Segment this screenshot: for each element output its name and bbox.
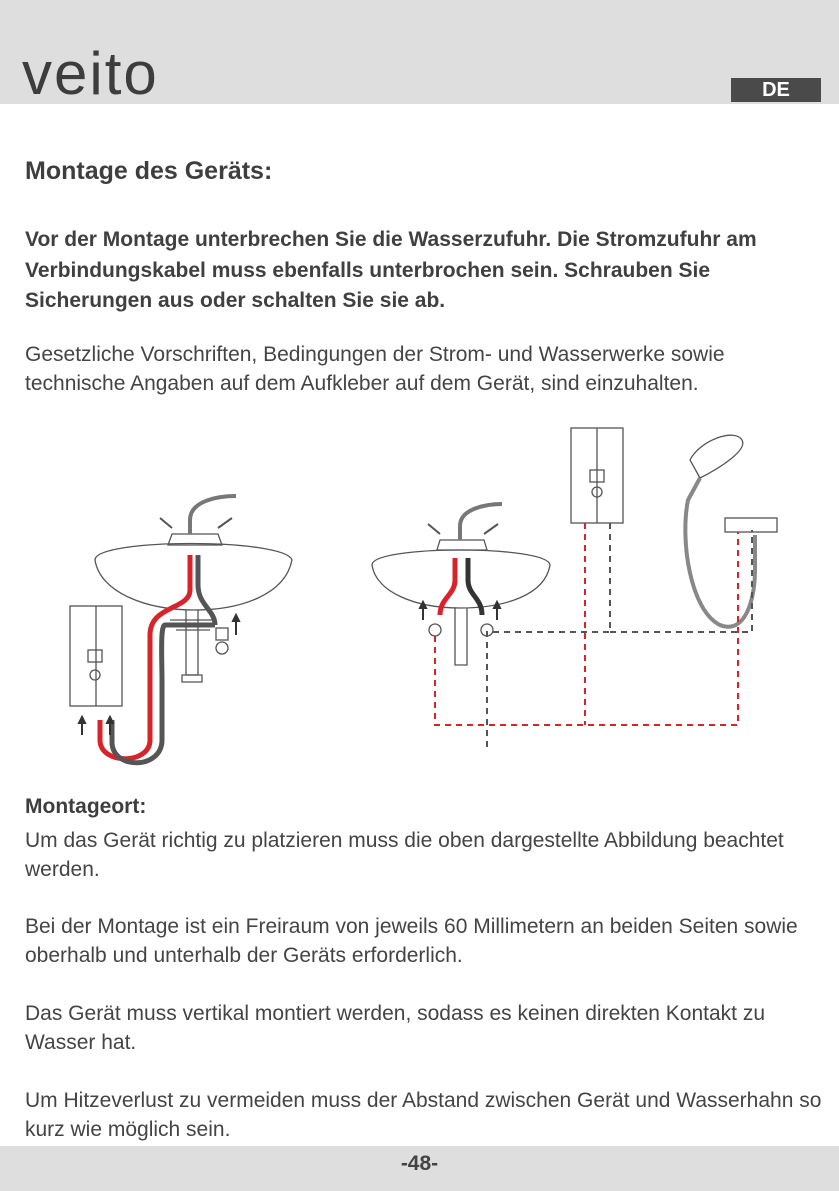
left-heater-display [88, 650, 102, 662]
right-drain-pipe [455, 608, 467, 665]
left-cold-pipe [112, 555, 215, 763]
vertical-paragraph: Das Gerät muss vertikal montiert werden, sodass es keinen direkten Kontakt zu Wasser hat. [25, 1002, 766, 1054]
heatloss-paragraph: Um Hitzeverlust zu vermeiden muss der Abstand zwischen Gerät und Wasserhahn so kurz wie möglich sein. [25, 1089, 822, 1141]
left-valve-body [216, 628, 228, 640]
dashed-cold-line-shower [610, 530, 752, 632]
warning-text: Vor der Montage unterbrechen Sie die Wasserzufuhr. Die Stromzufuhr am Verbindungskabel muss ebenfalls unterbrochen sein. Schrauben Sie Sicherungen aus oder schalten Sie sie ab. [25, 228, 757, 312]
installation-diagram-graphic [0, 420, 839, 780]
right-faucet-handles [428, 524, 498, 534]
location-heading: Montageort: [25, 795, 147, 818]
dashed-cold-line [487, 523, 610, 750]
shower-hose [685, 478, 755, 627]
right-cold-pipe [468, 558, 482, 615]
right-valve-left [429, 624, 441, 636]
left-valve-circle [216, 642, 228, 654]
shower-mixer [725, 518, 777, 532]
veito-logo [22, 48, 237, 104]
installation-diagram [0, 420, 839, 780]
page-header [0, 0, 839, 104]
regulations-paragraph: Gesetzliche Vorschriften, Bedingungen der Strom- und Wasserwerke sowie technische Angaben auf dem Aufkleber auf dem Gerät, sind einzuhalten. [25, 343, 725, 395]
page-number: -48- [400, 1152, 439, 1175]
left-faucet-handles [160, 518, 232, 528]
shower-head [690, 435, 743, 478]
left-faucet-spout [190, 496, 236, 534]
left-arrowhead-2 [107, 717, 113, 723]
right-arrowhead-1 [420, 602, 426, 608]
left-arrowhead-1 [79, 717, 85, 723]
left-arrowhead-3 [233, 615, 239, 621]
right-sink-basin-shape [372, 550, 550, 608]
veito-logo-graphic [22, 48, 237, 104]
location-paragraph: Um das Gerät richtig zu platzieren muss die oben dargestellte Abbildung beachtet werden. [25, 829, 784, 881]
right-faucet-spout [460, 504, 502, 540]
right-faucet-base [437, 540, 487, 550]
left-sink-basin-shape [95, 544, 292, 611]
right-arrowhead-2 [494, 602, 500, 608]
page-title: Montage des Geräts: [25, 157, 273, 185]
language-badge: DE [731, 78, 821, 102]
left-drain-nut [182, 675, 202, 682]
dashed-hot-line-outer [435, 532, 738, 725]
right-hot-pipe [440, 558, 455, 615]
left-heater-knob [90, 670, 100, 680]
logo-wordmark: veito [22, 48, 159, 104]
clearance-paragraph: Bei der Montage ist ein Freiraum von jeweils 60 Millimetern an beiden Seiten sowie oberhalb und unterhalb der Geräts erforderlich. [25, 915, 798, 967]
